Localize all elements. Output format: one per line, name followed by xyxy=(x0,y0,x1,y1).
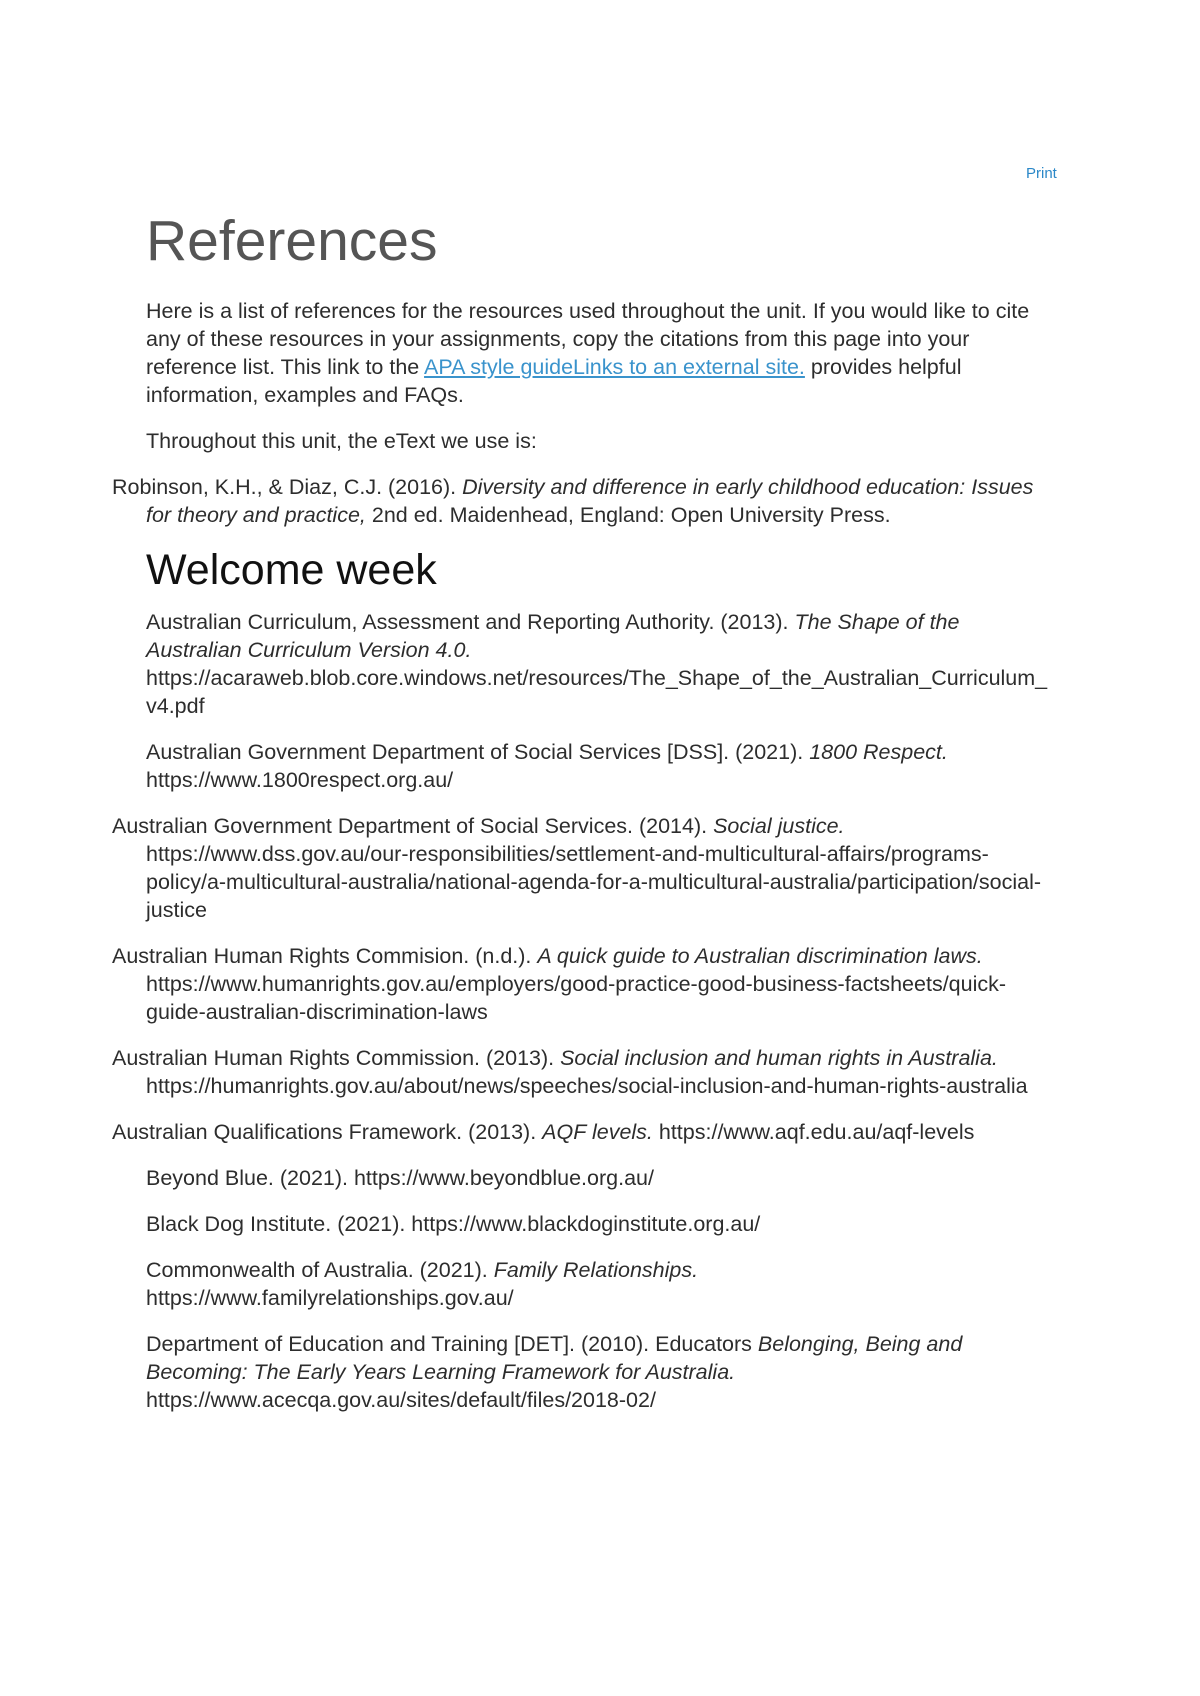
ref-url: https://humanrights.gov.au/about/news/speeches/social-inclusion-and-human-rights-australia xyxy=(146,1073,1028,1098)
etext-reference xyxy=(112,473,1056,529)
ref-title: 1800 Respect. xyxy=(809,739,948,764)
ref-authors: Australian Qualifications Framework. (2013). xyxy=(112,1119,543,1144)
ref-title: Social justice. xyxy=(713,813,845,838)
section-title-welcome-week: Welcome week xyxy=(146,545,437,594)
apa-style-guide-link[interactable]: APA style guideLinks to an external site. xyxy=(424,354,805,379)
ref-authors: Australian Human Rights Commission. (2013). xyxy=(112,1045,561,1070)
ref-text: Black Dog Institute. (2021). https://www.blackdoginstitute.org.au/ xyxy=(146,1211,761,1236)
ref-url: https://acaraweb.blob.core.windows.net/resources/The_Shape_of_the_Australian_Curriculum_v4.pdf xyxy=(146,665,1048,718)
intro-paragraph xyxy=(146,297,1056,409)
reference-item xyxy=(146,1330,1056,1414)
ref-title: Social inclusion and human rights in Australia. xyxy=(560,1045,998,1070)
ref-title: Belonging, Being and Becoming: The Early Years Learning Framework for Australia. xyxy=(146,1331,963,1384)
ref-authors: Australian Government Department of Social Services [DSS]. (2021). xyxy=(146,739,810,764)
ref-authors: Australian Human Rights Commision. (n.d.). xyxy=(112,943,538,968)
ref-title: AQF levels. xyxy=(542,1119,653,1144)
ref-title: A quick guide to Australian discrimination laws. xyxy=(537,943,983,968)
reference-item xyxy=(146,608,1056,720)
ref-authors: Robinson, K.H., & Diaz, C.J. (2016). xyxy=(112,474,463,499)
main-content xyxy=(112,200,1056,1432)
reference-item xyxy=(146,1256,1056,1312)
ref-url: https://www.familyrelationships.gov.au/ xyxy=(146,1285,514,1310)
ref-details: 2nd ed. Maidenhead, England: Open University Press. xyxy=(365,502,891,527)
ref-text: Beyond Blue. (2021). https://www.beyondblue.org.au/ xyxy=(146,1165,654,1190)
reference-item xyxy=(146,1210,1056,1238)
ref-url: https://www.acecqa.gov.au/sites/default/files/2018-02/ xyxy=(146,1387,656,1412)
etext-intro: Throughout this unit, the eText we use is: xyxy=(146,428,537,453)
reference-item xyxy=(146,1164,1056,1192)
print-link[interactable]: Print xyxy=(1026,165,1057,182)
intro-text-after: provides helpful information, examples and FAQs. xyxy=(146,354,962,407)
ref-url: https://www.aqf.edu.au/aqf-levels xyxy=(652,1119,975,1144)
ref-authors: Australian Government Department of Social Services. (2014). xyxy=(112,813,714,838)
reference-item xyxy=(146,738,1056,794)
ref-url: https://www.humanrights.gov.au/employers/good-practice-good-business-factsheets/quick-guide-australian-discrimination-laws xyxy=(146,971,1007,1024)
reference-item xyxy=(112,1118,1056,1146)
ref-title: Diversity and difference in early childhood education: Issues for theory and practice, xyxy=(146,474,1034,527)
intro-text-before: Here is a list of references for the resources used throughout the unit. If you would like to cite any of these resources in your assignments, copy the citations from this page into your reference list. This link to the xyxy=(146,298,1030,379)
reference-item xyxy=(112,942,1056,1026)
page-title: References xyxy=(146,209,438,273)
ref-title: Family Relationships. xyxy=(493,1257,699,1282)
ref-authors: Department of Education and Training [DET]. (2010). Educators xyxy=(146,1331,758,1356)
reference-item xyxy=(112,1044,1056,1100)
ref-url: https://www.1800respect.org.au/ xyxy=(146,767,454,792)
ref-authors: Australian Curriculum, Assessment and Reporting Authority. (2013). xyxy=(146,609,795,634)
ref-authors: Commonwealth of Australia. (2021). xyxy=(146,1257,494,1282)
ref-url: https://www.dss.gov.au/our-responsibilities/settlement-and-multicultural-affairs/programs-policy/a-multicultural-australia/national-agenda-for-a-multicultural-australia/participation/social-justice xyxy=(146,841,1042,922)
ref-title: The Shape of the Australian Curriculum Version 4.0. xyxy=(146,609,960,662)
reference-item xyxy=(112,812,1056,924)
